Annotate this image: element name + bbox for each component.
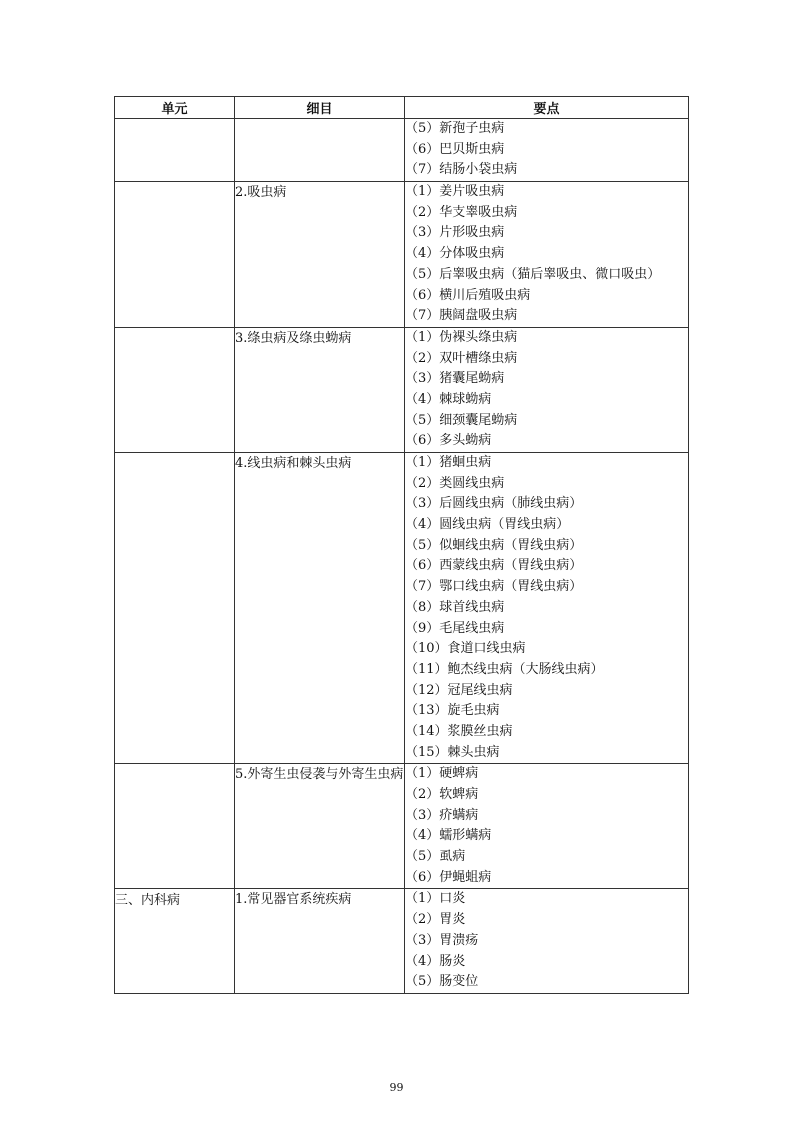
key-point-item: （11）鲍杰线虫病（大肠线虫病） <box>405 661 604 677</box>
unit-cell: 三、内科病 <box>115 889 235 993</box>
table-header-row <box>115 97 689 119</box>
key-point-item: （4）蠕形螨病 <box>405 828 492 844</box>
key-point-item: （9）毛尾线虫病 <box>405 620 505 636</box>
page-number: 99 <box>389 1081 404 1094</box>
key-points-cell <box>405 327 689 452</box>
unit-cell <box>115 182 235 328</box>
header-subject: 细目 <box>235 97 405 119</box>
key-point-item: （3）后圆线虫病（肺线虫病） <box>405 496 583 512</box>
unit-cell <box>115 764 235 889</box>
key-point-item: （3）疥螨病 <box>405 807 479 823</box>
subject-cell: 5.外寄生虫侵袭与外寄生虫病 <box>235 764 405 889</box>
table-row <box>115 119 689 182</box>
key-point-item: （6）西蒙线虫病（胃线虫病） <box>405 558 583 574</box>
key-point-item: （5）后睾吸虫病（猫后睾吸虫、微口吸虫） <box>405 266 661 282</box>
subject-cell: 2.吸虫病 <box>235 182 405 328</box>
key-point-item: （3）片形吸虫病 <box>405 225 505 241</box>
key-point-item: （7）胰阔盘吸虫病 <box>405 308 518 324</box>
key-point-item: （6）巴贝斯虫病 <box>405 141 505 157</box>
key-point-item: （6）伊蝇蛆病 <box>405 869 492 885</box>
table-row <box>115 327 689 452</box>
key-point-item: （10）食道口线虫病 <box>405 641 526 657</box>
key-point-item: （1）硬蜱病 <box>405 766 479 782</box>
key-point-item: （4）圆线虫病（胃线虫病） <box>405 517 570 533</box>
key-point-item: （12）冠尾线虫病 <box>405 682 513 698</box>
header-unit: 单元 <box>115 97 235 119</box>
key-point-item: （1）口炎 <box>405 891 466 907</box>
key-point-item: （4）分体吸虫病 <box>405 246 505 262</box>
unit-cell <box>115 327 235 452</box>
key-points-cell <box>405 764 689 889</box>
key-point-item: （15）棘头虫病 <box>405 744 500 760</box>
key-point-item: （13）旋毛虫病 <box>405 703 500 719</box>
table-row <box>115 182 689 328</box>
key-point-item: （5）新孢子虫病 <box>405 121 505 136</box>
syllabus-table <box>114 96 689 994</box>
subject-cell: 4.线虫病和棘头虫病 <box>235 453 405 764</box>
table-row <box>115 453 689 764</box>
key-point-item: （1）姜片吸虫病 <box>405 184 505 200</box>
key-point-item: （8）球首线虫病 <box>405 599 505 615</box>
subject-cell <box>235 119 405 182</box>
header-key-points: 要点 <box>405 97 689 119</box>
key-point-item: （6）横川后殖吸虫病 <box>405 287 531 303</box>
key-points-cell <box>405 182 689 328</box>
key-point-item: （2）双叶槽绦虫病 <box>405 350 518 366</box>
key-point-item: （5）虱病 <box>405 849 466 865</box>
key-points-cell <box>405 453 689 764</box>
unit-cell <box>115 453 235 764</box>
table-row <box>115 764 689 889</box>
key-point-item: （14）浆膜丝虫病 <box>405 723 513 739</box>
key-points-cell <box>405 119 689 182</box>
key-point-item: （1）猪蛔虫病 <box>405 455 492 470</box>
key-point-item: （4）棘球蚴病 <box>405 391 492 407</box>
unit-cell <box>115 119 235 182</box>
key-point-item: （2）类圆线虫病 <box>405 475 505 491</box>
subject-cell: 3.绦虫病及绦虫蚴病 <box>235 327 405 452</box>
key-point-item: （4）肠炎 <box>405 953 466 969</box>
key-points-cell <box>405 889 689 993</box>
subject-cell: 1.常见器官系统疾病 <box>235 889 405 993</box>
key-point-item: （5）细颈囊尾蚴病 <box>405 412 518 428</box>
table-row <box>115 889 689 993</box>
key-point-item: （3）胃溃疡 <box>405 932 479 948</box>
key-point-item: （5）肠变位 <box>405 974 479 990</box>
key-point-item: （7）鄂口线虫病（胃线虫病） <box>405 579 583 595</box>
key-point-item: （2）胃炎 <box>405 912 466 928</box>
key-point-item: （3）猪囊尾蚴病 <box>405 371 505 387</box>
key-point-item: （6）多头蚴病 <box>405 433 492 449</box>
key-point-item: （2）软蜱病 <box>405 787 479 802</box>
table-body <box>115 119 689 994</box>
key-point-item: （7）结肠小袋虫病 <box>405 162 518 178</box>
key-point-item: （1）伪裸头绦虫病 <box>405 329 518 345</box>
key-point-item: （2）华支睾吸虫病 <box>405 204 518 220</box>
key-point-item: （5）似蛔线虫病（胃线虫病） <box>405 537 583 553</box>
